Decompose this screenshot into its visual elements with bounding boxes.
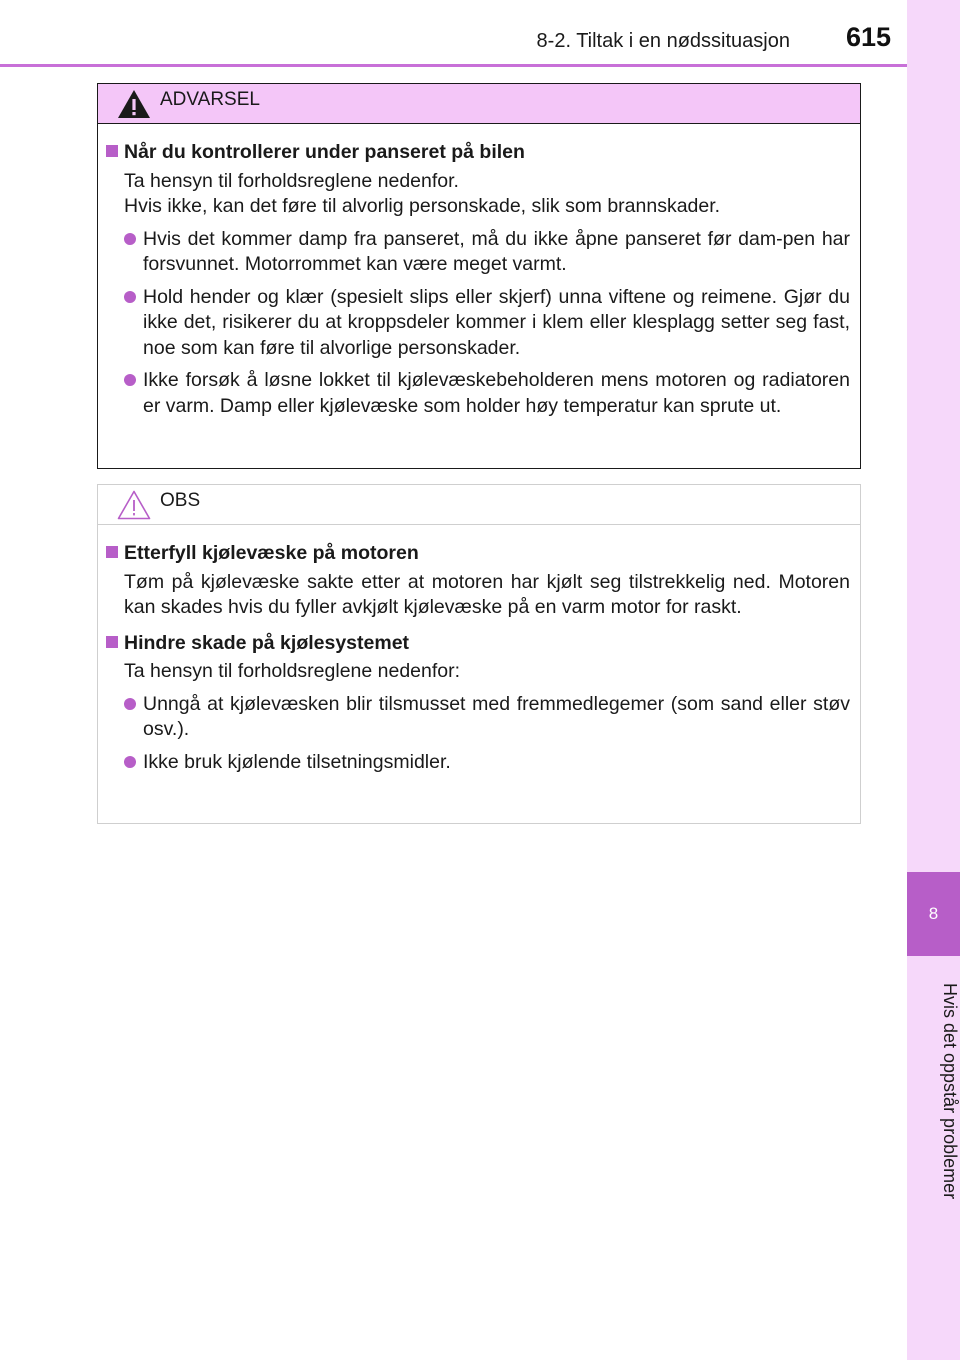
square-bullet-icon	[106, 145, 118, 157]
round-bullet-icon	[124, 374, 136, 386]
warning-box-header	[98, 84, 860, 124]
list-item	[124, 750, 852, 776]
list-item-text: Ikke bruk kjølende tilsetningsmidler.	[143, 750, 451, 773]
notice-heading-1	[106, 541, 852, 567]
list-item-text: Hold hender og klær (spesielt slips eller skjerf) unna viftene og reimene. Gjør du ikke det, risikerer du at kroppsdeler kommer i klem eller klesplagg setter seg fast, noe som kan føre til alvorlige personskader.	[143, 285, 850, 359]
notice-label: OBS	[160, 489, 201, 511]
notice-section-1-text: Tøm på kjølevæske sakte etter at motoren har kjølt seg tilstrekkelig ned. Motoren kan skades hvis du fyller avkjølt kjølevæske på en varm motor for raskt.	[124, 570, 850, 618]
list-item-text: Unngå at kjølevæsken blir tilsmusset med fremmedlegemer (som sand eller støv osv.).	[143, 692, 850, 740]
warning-heading	[106, 140, 852, 166]
notice-box-header	[98, 485, 860, 525]
warning-box-body	[98, 124, 860, 419]
page-number: 615	[846, 22, 892, 52]
square-bullet-icon	[106, 636, 118, 648]
list-item	[124, 368, 852, 419]
list-item	[124, 692, 852, 743]
round-bullet-icon	[124, 756, 136, 768]
notice-box-body	[98, 525, 860, 775]
warning-intro-2: Hvis ikke, kan det føre til alvorlig personskade, slik som brannskader.	[124, 195, 721, 217]
notice-heading-2	[106, 631, 852, 657]
chapter-number-tab: 8	[907, 872, 960, 956]
list-item	[124, 227, 852, 278]
warning-box	[97, 83, 861, 469]
notice-heading-2-text: Hindre skade på kjølesystemet	[124, 631, 410, 654]
notice-section-2-intro: Ta hensyn til forholdsreglene nedenfor:	[124, 660, 461, 682]
round-bullet-icon	[124, 698, 136, 710]
square-bullet-icon	[106, 546, 118, 558]
warning-heading-text: Når du kontrollerer under panseret på bilen	[124, 141, 525, 163]
round-bullet-icon	[124, 233, 136, 245]
warning-triangle-icon	[116, 88, 152, 120]
header-rule	[0, 64, 960, 67]
notice-box	[97, 484, 861, 824]
caution-triangle-outline-icon	[116, 489, 152, 521]
warning-intro-1: Ta hensyn til forholdsreglene nedenfor.	[124, 169, 459, 192]
notice-heading-1-text: Etterfyll kjølevæske på motoren	[124, 542, 419, 564]
warning-label: ADVARSEL	[160, 88, 260, 110]
chapter-title-vertical: Hvis det oppstår problemer	[940, 982, 960, 1200]
round-bullet-icon	[124, 291, 136, 303]
section-title: 8-2. Tiltak i en nødssituasjon	[536, 30, 790, 52]
side-tab-upper	[907, 0, 960, 872]
list-item-text: Ikke forsøk å løsne lokket til kjølevæskebeholderen mens motoren og radiatoren er varm. Damp eller kjølevæske som holder høy temperatur kan sprute ut.	[143, 369, 850, 417]
list-item	[124, 285, 852, 362]
list-item-text: Hvis det kommer damp fra panseret, må du ikke åpne panseret før dam-pen har forsvunnet. Motorrommet kan være meget varmt.	[143, 227, 850, 275]
